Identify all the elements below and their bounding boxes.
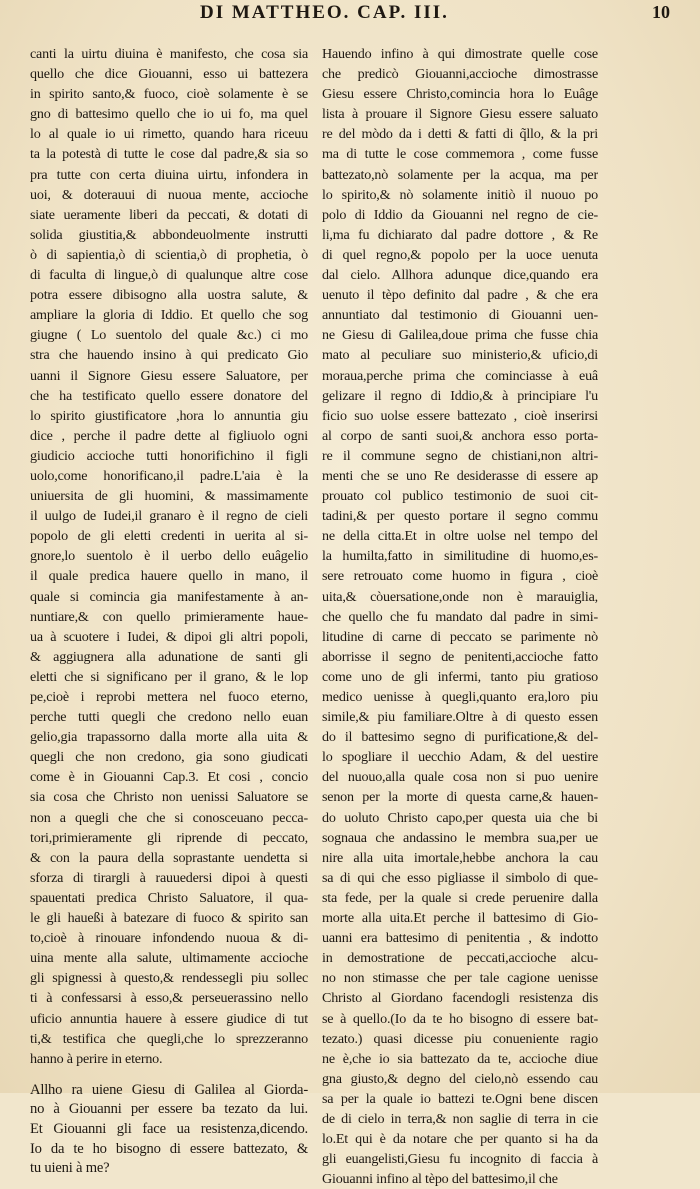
text-line: ò di sapientia,ò di scientia,ò di prophetia, ò (30, 246, 308, 263)
text-line: ficio suo uolse essere battezato , cioè inserirsi (322, 407, 598, 424)
text-line: ma di tutte le cose commemora , come fusse (322, 146, 598, 163)
text-line: li,ma fu dichiarato dal padre dottore , & Re (322, 226, 598, 243)
text-line: del nuouo,alla quale cosa non si puo uenire (322, 769, 598, 786)
text-line: come uno de gli infermi, tanto piu gratioso (322, 668, 598, 685)
text-line: Giesu essere Christo,comincia hora lo Euâge (322, 86, 598, 103)
verse-line: no à Giouanni per essere ba tezato da lui. (30, 1101, 308, 1118)
text-line: prouato col publico testimonio de suoi cit- (322, 488, 598, 505)
text-line: gno di battesimo quello che io ui fo, ma quel (30, 106, 308, 123)
text-line: sta fede, per la quale si crede peruenire dalla (322, 889, 598, 906)
text-line: & con la paura della soprastante uendetta si (30, 849, 308, 866)
folio-number: 10 (652, 2, 670, 22)
text-line: uina mente alla salute, ultimamente accioche (30, 950, 308, 967)
text-line: tezato.) quasi dicesse piu conueniente ragio (322, 1030, 598, 1047)
text-line: nuntiare,& con quello primieramente haue- (30, 608, 308, 625)
text-line: uficio annuntia hauere à essere giudice di tut (30, 1010, 308, 1027)
commentary-text-continued (322, 44, 598, 1189)
text-line: quello che dice Giouanni, esso ui battezera (30, 66, 308, 83)
text-line: uoi, & doterauui di nuoua mente, accioche (30, 186, 308, 203)
text-line: le gli haueßi à batezare di fuoco & spirito san (30, 910, 308, 927)
text-line: re del mòdo da i detti & fatti di q̃llo, & la pri (322, 126, 598, 143)
running-title: DI MATTHEO. CAP. III. (200, 2, 449, 23)
text-line: di faculta di lingue,ò di qualunque altre cose (30, 267, 308, 284)
left-column (30, 44, 308, 1179)
text-line: morte alla uita.Et perche il battesimo di Gio- (322, 910, 598, 927)
text-line: che ha testificato quello essere donatore del (30, 387, 308, 404)
text-line: lo spogliare il uecchio Adam, & del uestire (322, 749, 598, 766)
text-line: moraua,perche prima che cominciasse à euâ (322, 367, 598, 384)
text-line: re il commune segno de chistiani,non altri- (322, 447, 598, 464)
text-line: il quale predica hauere quello in mano, il (30, 568, 308, 585)
text-line: menti che se uno Re desiderasse di essere ap (322, 467, 598, 484)
text-line: ne Giesu di Galilea,doue prima che fusse chia (322, 327, 598, 344)
text-line: annuntiato dal testimonio di Giouanni uen- (322, 307, 598, 324)
text-line: che quello che fu mandato dal padre in simi- (322, 608, 598, 625)
text-line: quegli che non credono, gia sono giudicati (30, 749, 308, 766)
text-line: do uoluto Christo capo,per questa uia che bi (322, 809, 598, 826)
text-line: in demostratione de peccati,accioche alcu- (322, 950, 598, 967)
text-line: gli spignessi à questo,& rendessegli piu sollec (30, 970, 308, 987)
text-line: al corpo de santi suoi,& anchora esso porta- (322, 427, 598, 444)
text-line: dal cielo. Allhora adunque dice,quando era (322, 267, 598, 284)
commentary-text (30, 44, 308, 1069)
text-line: se à quello.(Io da te ho bisogno di essere bat- (322, 1010, 598, 1027)
text-line: Christo al Giordano facendogli resistenza dis (322, 990, 598, 1007)
text-line: ti à confessarsi à esso,& perseuerassino nello (30, 990, 308, 1007)
text-line: lista à prouare il Signore Giesu essere saluato (322, 106, 598, 123)
text-line: ampliare la gloria di Iddio. Et quello che sog (30, 307, 308, 324)
text-line: non a quegli che che si conosceuano pecca- (30, 809, 308, 826)
page-header (200, 2, 670, 32)
text-line: do il battesimo segno di purificatione,& del- (322, 729, 598, 746)
text-line: aborrisse il segno de penitenti,accioche fatto (322, 648, 598, 665)
text-line: lo spirito,& nò solamente initiò il nuouo po (322, 186, 598, 203)
text-line: sa di qui che esso pigliasse il simbolo di que- (322, 869, 598, 886)
text-line: litudine di carne di peccato se parimente nò (322, 628, 598, 645)
text-line: canti la uirtu diuina è manifesto, che cosa sia (30, 46, 308, 62)
text-line: de di cielo in terra,& non saglie di terra in cie (322, 1110, 598, 1127)
text-line: gelio,gia trapassorno dalla morte alla uita & (30, 729, 308, 746)
text-line: giudicio accioche tutti honorifichino il figli (30, 447, 308, 464)
text-line: nire alla uita imortale,hebbe anchora la cau (322, 849, 598, 866)
scripture-verse (30, 1081, 308, 1179)
text-line: eletti che si significano per il grano, & le lop (30, 668, 308, 685)
verse-line: Io da te ho bisogno di essere battezato, & (30, 1140, 308, 1157)
text-line: gli euangelisti,Giesu fu incognito di faccia à (322, 1151, 598, 1168)
right-column (322, 44, 598, 1189)
text-line: medico uenisse à quegli,quanto era,loro piu (322, 689, 598, 705)
text-line: popolo de gli eletti credenti in uerita al si- (30, 528, 308, 545)
text-line: tori,primieramente gli riprende di peccato, (30, 829, 308, 846)
text-line: mato al peculiare suo ministerio,& uficio,di (322, 347, 598, 364)
text-line: uniuersita de gli huomini, & massimamente (30, 488, 308, 505)
text-line: sia cosa che Christo non uenissi Saluatore se (30, 789, 308, 806)
text-line: uolo,come honorificano,il padre.L'aia è la (30, 467, 308, 484)
text-line: uita,& còuersatione,onde non è marauiglia, (322, 588, 598, 605)
text-line: Hauendo infino à qui dimostrate quelle cose (322, 46, 598, 62)
text-line: uanni era battesimo di penitentia , & indotto (322, 930, 598, 947)
text-line: to,cioè à rinouare infondendo nuoua & di- (30, 930, 308, 947)
text-line: ne della citta.Et in oltre uolse nel tempo del (322, 528, 598, 545)
text-line: uanni il Signore Giesu essere Saluatore, per (30, 367, 308, 384)
text-line: pra tutte con certa diuina uirtu, infondera in (30, 166, 308, 183)
text-line: lo al quale io ui rimetto, quando hara riceuu (30, 126, 308, 143)
text-line: polo di Iddio da Giouanni nel regno de cie- (322, 206, 598, 223)
text-line: sa per la quale io battezi te.Ogni bene discen (322, 1090, 598, 1107)
text-line: ta la potestà di tutte le cose dal padre,& sia so (30, 146, 308, 163)
text-line: in spirito santo,& fuoco, cioè solamente è se (30, 86, 308, 103)
text-line: la humilta,fatto in similitudine di huomo,es- (322, 548, 598, 565)
text-line: ua à scuotere i Iudei, & dipoi gli altri popoli, (30, 628, 308, 645)
text-line: quale si comincia gia manifestamente à an- (30, 588, 308, 605)
text-line: lo.Et qui è da notare che per quanto si ha da (322, 1131, 598, 1148)
text-line: di quel regno,& popolo per la uoce uenuta (322, 246, 598, 263)
text-line: simile,& piu familiare.Oltre à di questo essen (322, 709, 598, 726)
text-line: tadini,& per questo portare il segno commu (322, 508, 598, 525)
text-line: & aggiugnera alla adunatione de santi gli (30, 648, 308, 665)
text-line: giugne ( Lo suentolo del quale &c.) ci mo (30, 327, 308, 344)
text-line: sforza di tirargli à rauuedersi dipoi à questi (30, 869, 308, 886)
text-line: sognaua che andassino le membra sua,per ue (322, 829, 598, 846)
text-line: ti,& testifica che quegli,che lo sprezzeranno (30, 1030, 308, 1047)
text-line: dice , perche il padre dette al figliuolo ogni (30, 427, 308, 444)
text-line: spauentati predica Christo Saluatore, il qua- (30, 889, 308, 906)
text-line: potra essere dibisogno alla uostra salute, & (30, 287, 308, 304)
text-line: senon per la morte di questa carne,& hauen- (322, 789, 598, 806)
text-line: perche tutti quegli che credono nello euan (30, 709, 308, 726)
text-line: che predicò Giouanni,accioche dimostrasse (322, 66, 598, 83)
text-line: hanno à perire in eterno. (30, 1050, 163, 1067)
text-line: Giouanni infino al tèpo del battesimo,il che (322, 1171, 558, 1188)
text-line: siate ueramente liberi da peccati, & dotati di (30, 206, 308, 223)
text-line: il uulgo de Iudei,il granaro è il regno de cieli (30, 508, 308, 525)
text-line: stra che hauendo insino à qui predicato Gio (30, 347, 308, 364)
text-line: sere retrouato come huomo in figura , cioè (322, 568, 598, 585)
text-line: no non stimasse che per tale cagione uenisse (322, 970, 598, 987)
verse-line: tu uieni à me? (30, 1160, 110, 1177)
text-line: solida giustitia,& abbondeuolmente instrutti (30, 226, 308, 243)
text-line: battezato,nò solamente per la acqua, ma per (322, 166, 598, 183)
text-line: gnore,lo suentolo è il uerbo dello euâgelio (30, 548, 308, 565)
text-line: gna giusto,& degno del cielo,nò essendo cau (322, 1070, 598, 1087)
text-line: lo spirito giustificatore ,hora lo annuntia giu (30, 407, 308, 424)
verse-line: Et Giouanni gli face ua resistenza,dicendo. (30, 1120, 308, 1137)
text-line: uenuto il tèpo definito dal padre , & che era (322, 287, 598, 304)
text-line: come è in Giouanni Cap.3. Et cosi , concio (30, 769, 308, 786)
text-line: pe,cioè i reprobi mettera nel fuoco eterno, (30, 689, 308, 705)
text-line: gelizare il regno di Iddio,& à principiare l'u (322, 387, 598, 404)
text-line: ne è,che io sia battezato da te, accioche diue (322, 1050, 598, 1067)
verse-line: Allho ra uiene Giesu di Galilea al Giorda- (30, 1081, 308, 1098)
